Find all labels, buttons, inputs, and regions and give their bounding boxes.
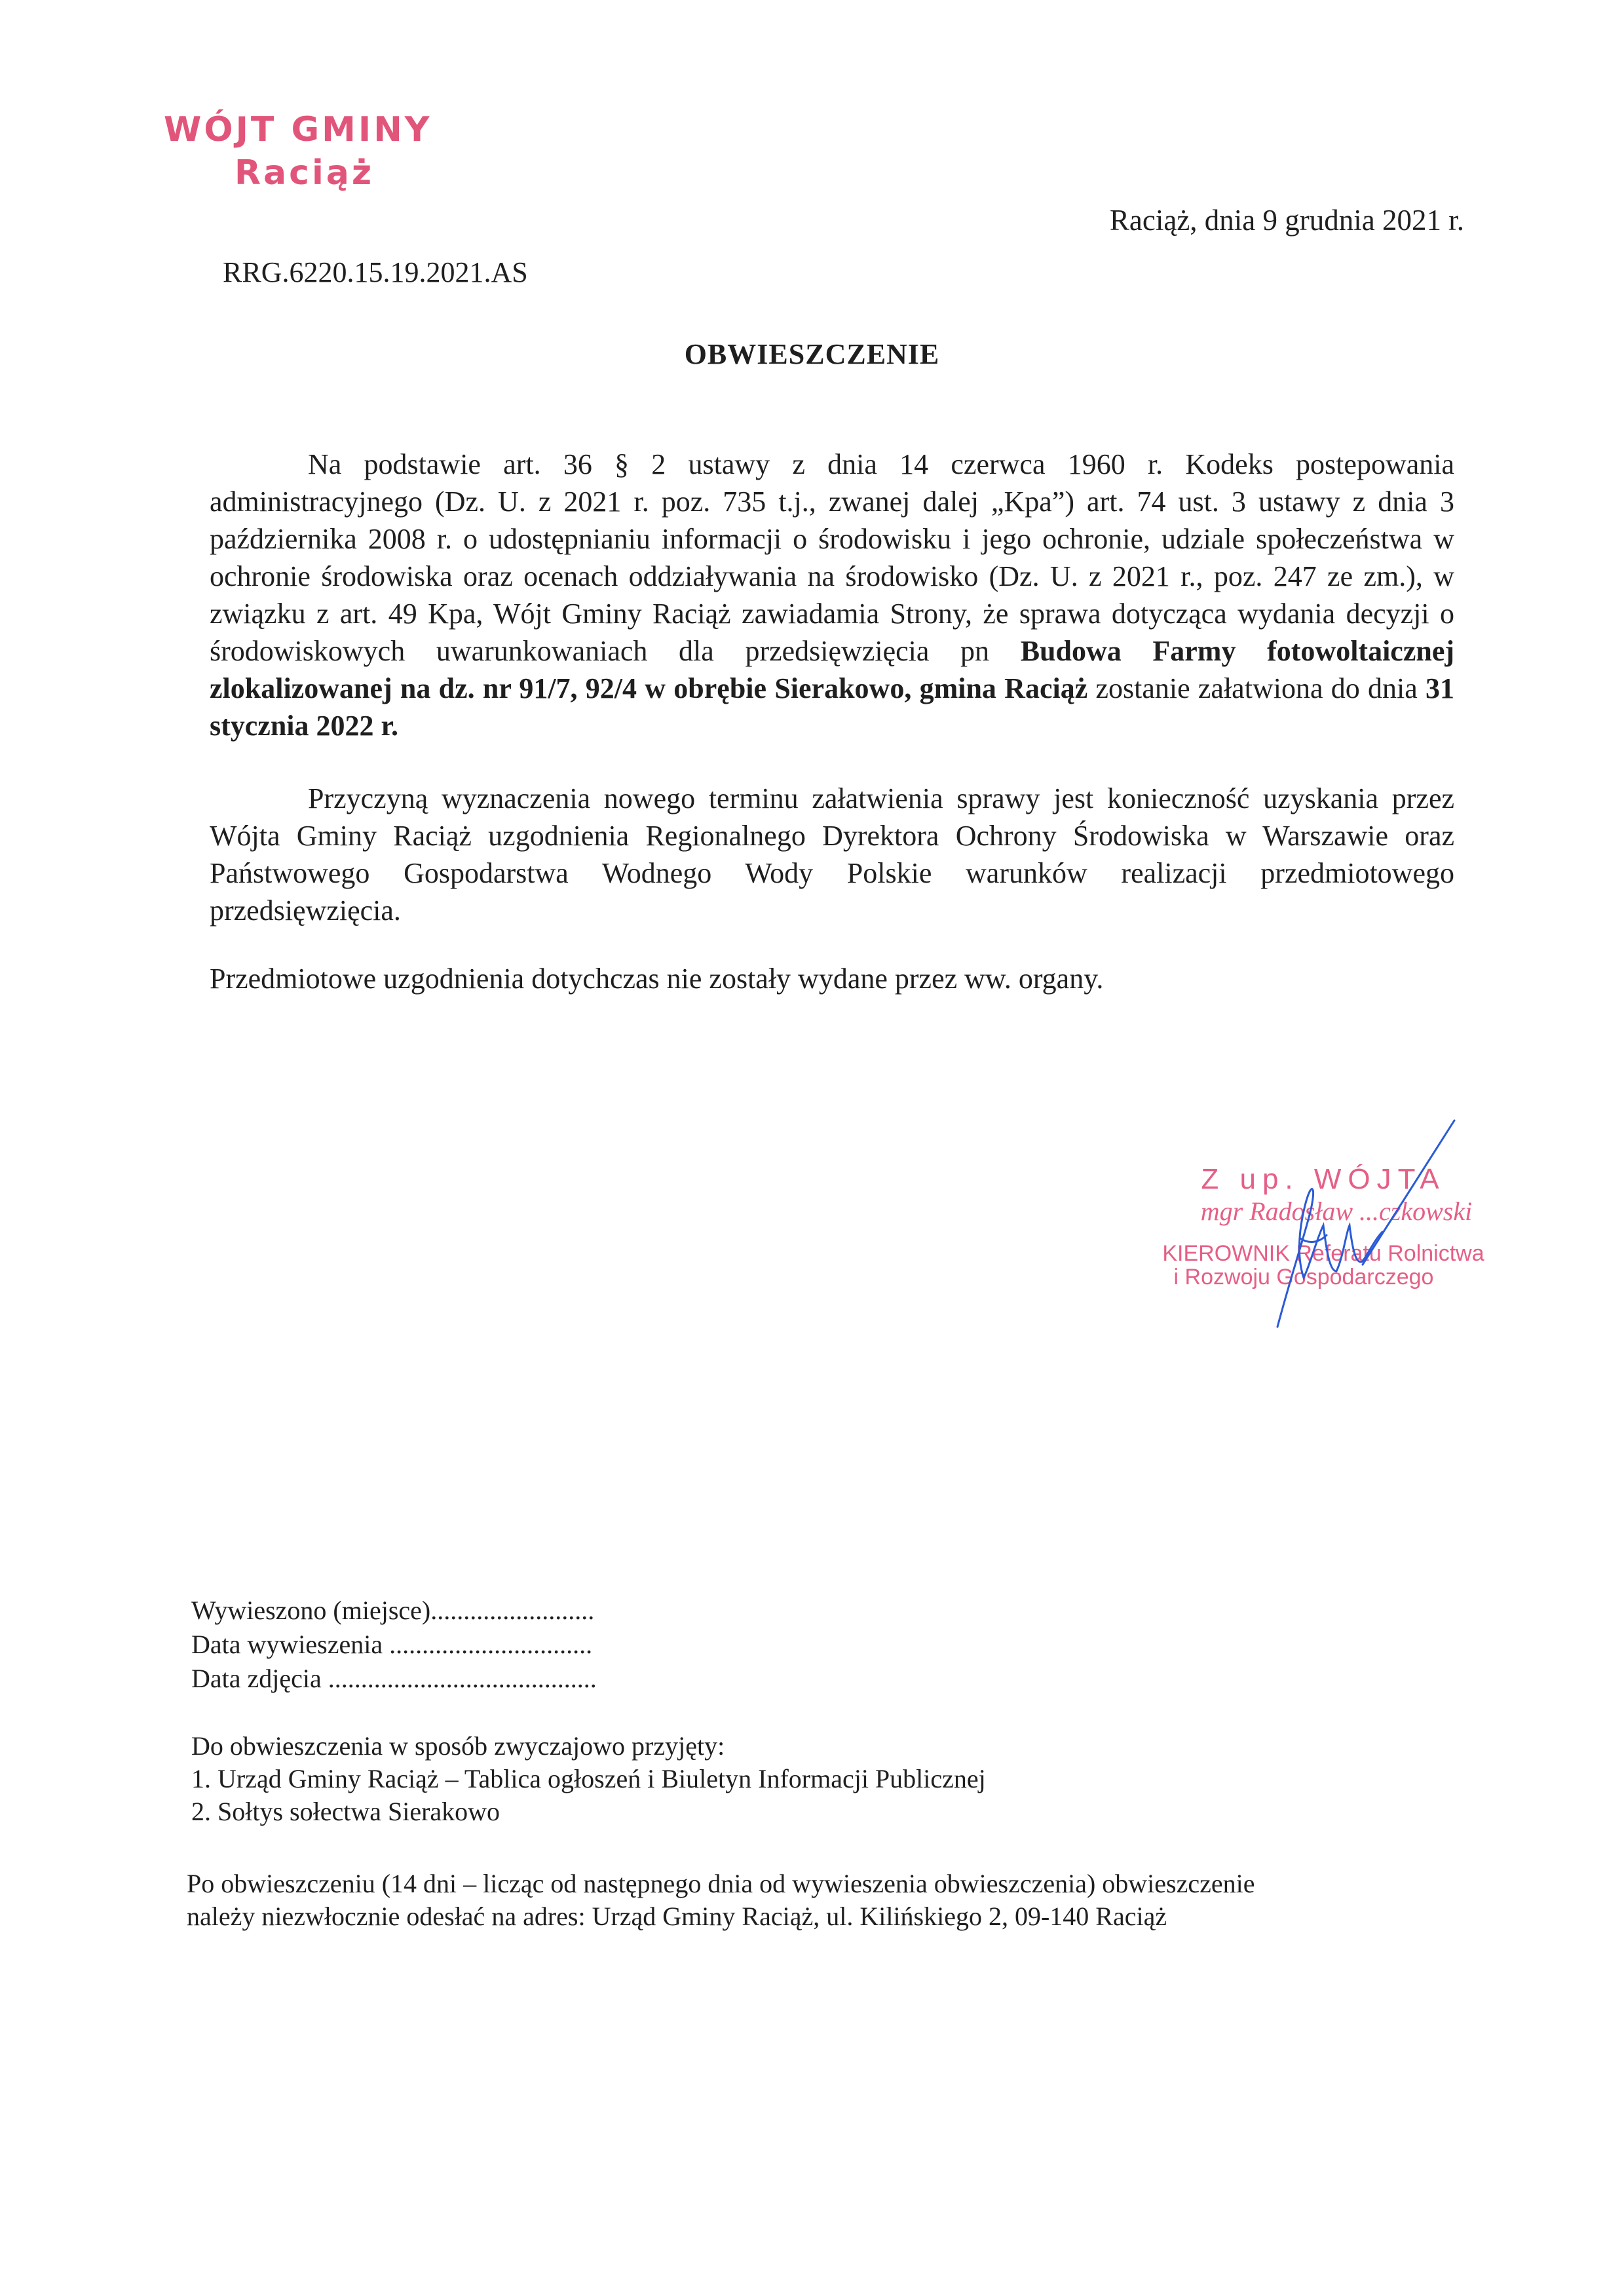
return-note-line: Po obwieszczeniu (14 dni – licząc od następnego dnia od wywieszenia obwieszczenia) obwieszczenie — [187, 1869, 1255, 1898]
handwritten-signature-icon — [1264, 1107, 1461, 1330]
posting-date-field: Data wywieszenia ............................... — [191, 1630, 593, 1659]
distribution-list — [191, 1730, 986, 1828]
posting-place-field: Wywieszono (miejsce)......................... — [191, 1596, 595, 1625]
distribution-item: 1. Urząd Gminy Raciąż – Tablica ogłoszeń i Biuletyn Informacji Publicznej — [191, 1764, 986, 1793]
return-note-line: należy niezwłocznie odesłać na adres: Urząd Gminy Raciąż, ul. Kilińskiego 2, 09-140 Raciąż — [187, 1902, 1167, 1931]
document-title: OBWIESZCZENIE — [684, 338, 940, 370]
paragraph-text: Przyczyną wyznaczenia nowego terminu załatwienia sprawy jest konieczność uzyskania przez Wójta Gminy Raciąż uzgodnienia Regionalnego Dyrektora Ochrony Środowiska w Warszawie oraz Państwowego Gospodarstwa Wodnego Wody Polskie warunków realizacji przedmiotowego przedsięwzięcia. — [210, 782, 1454, 927]
deadline-date: 31 stycznia 2022 r. — [210, 672, 1454, 742]
fill-in-dots: ......................................... — [328, 1664, 597, 1693]
distribution-heading: Do obwieszczenia w sposób zwyczajowo przyjęty: — [191, 1731, 725, 1761]
stamp-line-town: Raciąż — [235, 153, 375, 193]
paragraph-status — [210, 960, 1454, 997]
paragraph-reason — [210, 780, 1454, 929]
distribution-item: 2. Sołtys sołectwa Sierakowo — [191, 1797, 500, 1826]
paragraph-text: Na podstawie art. 36 § 2 ustawy z dnia 14 czerwca 1960 r. Kodeks postepowania administracyjnego (Dz. U. z 2021 r. poz. 735 t.j., zwanej dalej „Kpa”) art. 74 ust. 3 ustawy z dnia 3 października 2008 r. o udostępnianiu informacji o środowisku i jego ochronie, udziale społeczeństwa w ochronie środowiska oraz ocenach oddziaływania na środowisko (Dz. U. z 2021 r., poz. 247 ze zm.), w związku z art. 49 Kpa, Wójt Gminy Raciąż zawiadamia Strony, że sprawa dotycząca wydania decyzji o środowiskowych uwarunkowaniach dla przedsięwzięcia pn — [210, 448, 1454, 667]
fill-in-dots: ......................... — [430, 1596, 595, 1625]
stamp-line-office: WÓJT GMINY — [164, 110, 432, 149]
removal-date-field: Data zdjęcia ......................................... — [191, 1664, 597, 1693]
fill-in-dots: ............................... — [389, 1630, 593, 1659]
posting-fields — [191, 1594, 597, 1696]
project-name: Budowa Farmy fotowoltaicznej zlokalizowanej na dz. nr 91/7, 92/4 w obrębie Sierakowo, gmina Raciąż — [210, 635, 1455, 704]
paragraph-text: Przedmiotowe uzgodnienia dotychczas nie zostały wydane przez ww. organy. — [210, 963, 1104, 995]
document-date: Raciąż, dnia 9 grudnia 2021 r. — [1109, 204, 1464, 237]
stamp-department: i Rozwoju Gospodarczego — [1173, 1265, 1434, 1290]
return-instructions — [187, 1867, 1431, 1933]
paragraph-text: zostanie załatwiona do dnia — [1087, 672, 1426, 704]
stamp-authority: Z up. WÓJTA — [1201, 1163, 1446, 1195]
office-stamp — [164, 108, 432, 195]
reference-number: RRG.6220.15.19.2021.AS — [223, 256, 528, 288]
stamp-position: KIEROWNIK Referatu Rolnictwa — [1162, 1241, 1484, 1266]
paragraph-legal-basis — [210, 446, 1454, 744]
stamp-signatory-name: mgr Radosław ...czkowski — [1200, 1196, 1473, 1226]
